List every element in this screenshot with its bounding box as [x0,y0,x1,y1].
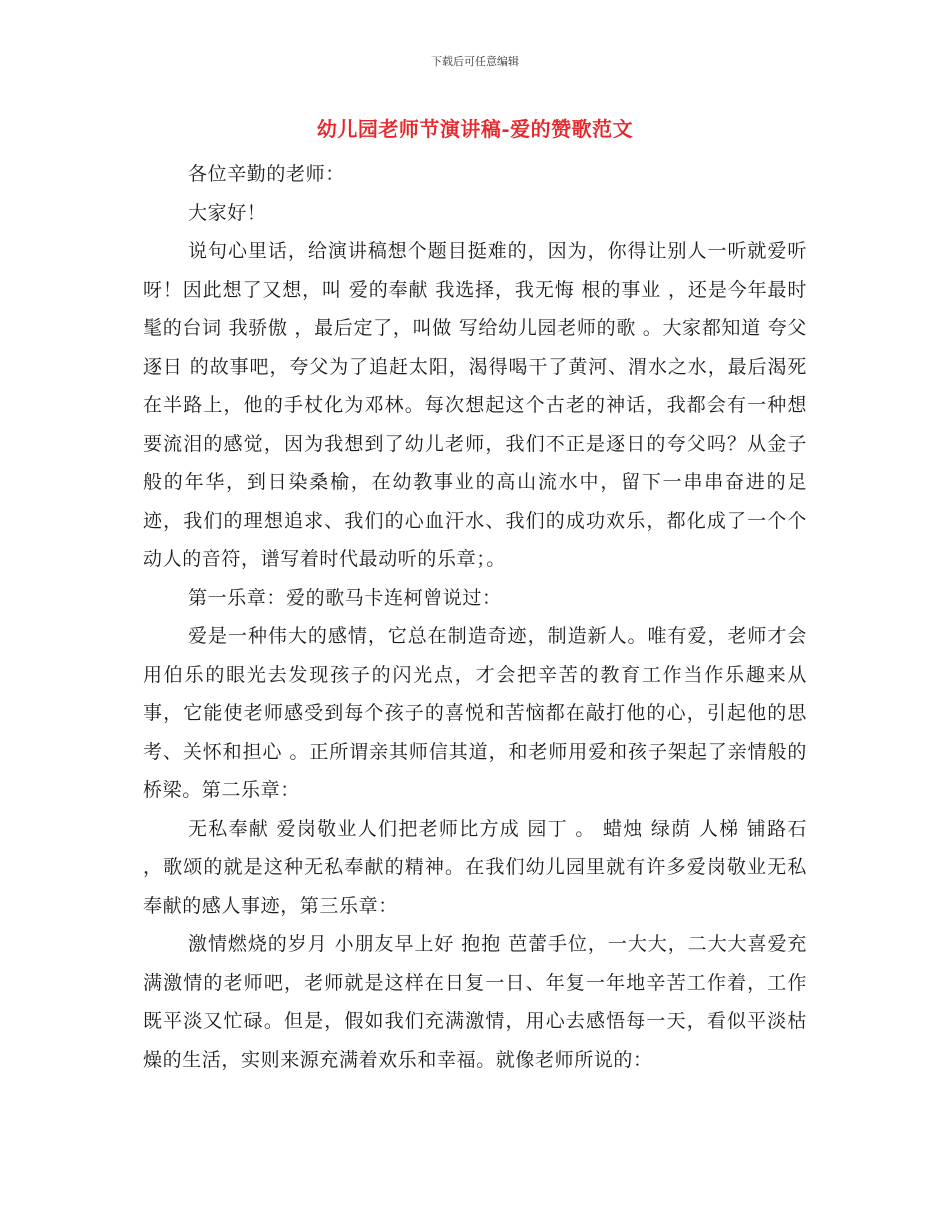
paragraph-intro: 说句心里话，给演讲稿想个题目挺难的，因为，你得让别人一听就爱听呀！因此想了又想，叫 爱的奉献 我选择，我无悔 根的事业 ，还是今年最时髦的台词 我骄傲 ，最后定了，叫做 写给幼儿园老师的歌 。大家都知道 夸父逐日 的故事吧，夸父为了追赶太阳，渴得喝干了黄河、渭水之水，最后渴死在半路上，他的手杖化为邓林。每次想起这个古老的神话，我都会有一种想要流泪的感觉，因为我想到了幼儿老师，我们不正是逐日的夸父吗？从金子般的年华，到日染桑榆，在幼教事业的高山流水中，留下一串串奋进的足迹，我们的理想追求、我们的心血汗水、我们的成功欢乐，都化成了一个个动人的音符，谱写着时代最动听的乐章；。 [143,240,807,570]
document-body [143,155,807,1079]
paragraph-chapter-one-body: 爱是一种伟大的感情，它总在制造奇迹，制造新人。唯有爱，老师才会用伯乐的眼光去发现孩子的闪光点，才会把辛苦的教育工作当作乐趣来从事，它能使老师感受到每个孩子的喜悦和苦恼都在敲打他的心，引起他的思考、关怀和担心 。正所谓亲其师信其道，和老师用爱和孩子架起了亲情般的桥梁。第二乐章： [143,625,807,801]
paragraph-chapter-one-heading: 第一乐章：爱的歌马卡连柯曾说过： [188,586,502,609]
document-title: 幼儿园老师节演讲稿-爱的赞歌范文 [316,117,634,141]
header-note: 下载后可任意编辑 [431,55,519,68]
paragraph-chapter-two-body: 无私奉献 爱岗敬业人们把老师比方成 园丁 。 蜡烛 绿荫 人梯 铺路石 ，歌颂的就是这种无私奉献的精神。在我们幼儿园里就有许多爱岗敬业无私奉献的感人事迹，第三乐章： [143,817,807,917]
paragraph-chapter-three-body: 激情燃烧的岁月 小朋友早上好 抱抱 芭蕾手位，一大大，二大大喜爱充满激情的老师吧，老师就是这样在日复一日、年复一年地辛苦工作着，工作既平淡又忙碌。但是，假如我们充满激情，用心去感悟每一天，看似平淡枯燥的生活，实则来源充满着欢乐和幸福。就像老师所说的： [143,933,807,1071]
paragraph-salutation: 各位辛勤的老师： [188,163,345,185]
paragraph-greeting: 大家好！ [188,201,267,224]
